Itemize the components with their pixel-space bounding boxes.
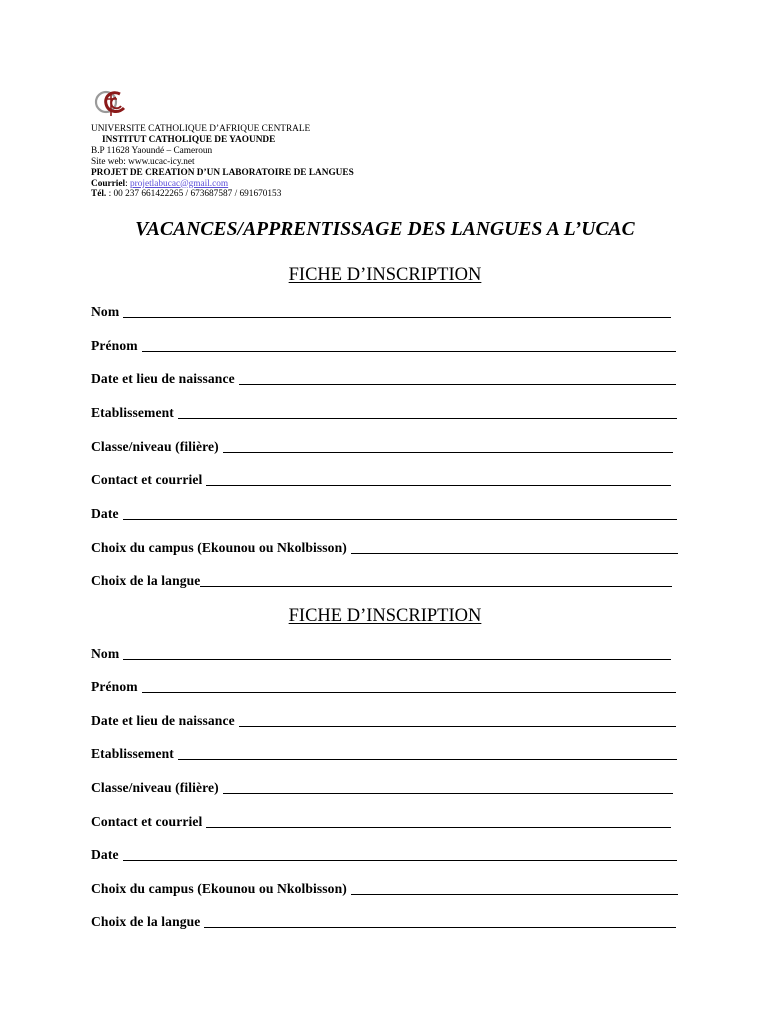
ucac-logo-icon: [92, 86, 132, 122]
field-label: Contact et courriel: [91, 472, 203, 487]
phone-numbers: : 00 237 661422265 / 673687587 / 691670153: [108, 189, 282, 200]
form-field: [91, 744, 677, 762]
field-label: Etablissement: [91, 405, 174, 420]
fill-line[interactable]: [178, 418, 677, 419]
email-label: Courriel: [91, 178, 126, 189]
fill-line[interactable]: [142, 351, 676, 352]
project-name: PROJET DE CREATION D’UN LABORATOIRE DE LANGUES: [91, 167, 354, 178]
fill-line[interactable]: [200, 586, 672, 587]
form-field: [91, 879, 678, 897]
fill-line[interactable]: [351, 894, 678, 895]
email-link[interactable]: projetlabucac@gmail.com: [130, 178, 229, 189]
fill-line[interactable]: [239, 384, 676, 385]
phone-label: Tél.: [91, 189, 107, 200]
form-field: [91, 644, 671, 662]
field-label: Date et lieu de naissance: [91, 371, 235, 386]
form-field: [91, 437, 673, 455]
fill-line[interactable]: [351, 553, 678, 554]
field-label: Date: [91, 506, 119, 521]
document-title: VACANCES/APPRENTISSAGE DES LANGUES A L’UCAC: [135, 219, 635, 240]
fill-line[interactable]: [206, 485, 671, 486]
field-label: Choix de la langue: [91, 573, 201, 588]
field-label: Nom: [91, 304, 120, 319]
field-label: Choix de la langue: [91, 914, 201, 929]
fill-line[interactable]: [123, 317, 671, 318]
institute-name: INSTITUT CATHOLIQUE DE YAOUNDE: [102, 134, 276, 145]
field-label: Nom: [91, 646, 120, 661]
field-label: Etablissement: [91, 746, 174, 761]
fill-line[interactable]: [206, 827, 671, 828]
form-field: [91, 302, 671, 320]
form-field: [91, 504, 677, 522]
field-label: Prénom: [91, 338, 138, 353]
email-line: Courriel: projetlabucac@gmail.com: [91, 178, 229, 189]
form-field: [91, 571, 672, 589]
field-label: Classe/niveau (filière): [91, 780, 219, 795]
field-label: Choix du campus (Ekounou ou Nkolbisson): [91, 881, 347, 896]
field-label: Choix du campus (Ekounou ou Nkolbisson): [91, 540, 347, 555]
university-name: UNIVERSITE CATHOLIQUE D’AFRIQUE CENTRALE: [91, 124, 311, 134]
form-field: [91, 336, 676, 354]
form-field: [91, 912, 676, 930]
form-heading: FICHE D’INSCRIPTION: [288, 265, 482, 285]
institution-header: [91, 124, 511, 200]
form-field: [91, 369, 676, 387]
form-field: [91, 778, 673, 796]
form-heading: FICHE D’INSCRIPTION: [288, 606, 482, 626]
fill-line[interactable]: [239, 726, 676, 727]
postal-address: B.P 11628 Yaoundé – Cameroun: [91, 145, 213, 156]
form-field: [91, 403, 677, 421]
website-text: Site web: www.ucac-icy.net: [91, 156, 195, 167]
field-label: Date et lieu de naissance: [91, 713, 235, 728]
form-field: [91, 677, 676, 695]
form-field: [91, 711, 676, 729]
fill-line[interactable]: [123, 519, 677, 520]
fill-line[interactable]: [223, 452, 673, 453]
fill-line[interactable]: [178, 759, 677, 760]
phone-line: [91, 189, 511, 200]
field-label: Date: [91, 847, 119, 862]
form-field: [91, 470, 671, 488]
field-label: Classe/niveau (filière): [91, 439, 219, 454]
field-label: Contact et courriel: [91, 814, 203, 829]
fill-line[interactable]: [123, 659, 671, 660]
fill-line[interactable]: [142, 692, 676, 693]
fill-line[interactable]: [204, 927, 676, 928]
fill-line[interactable]: [223, 793, 673, 794]
form-field: [91, 845, 677, 863]
form-field: [91, 812, 671, 830]
fill-line[interactable]: [123, 860, 677, 861]
field-label: Prénom: [91, 679, 138, 694]
form-field: [91, 538, 678, 556]
